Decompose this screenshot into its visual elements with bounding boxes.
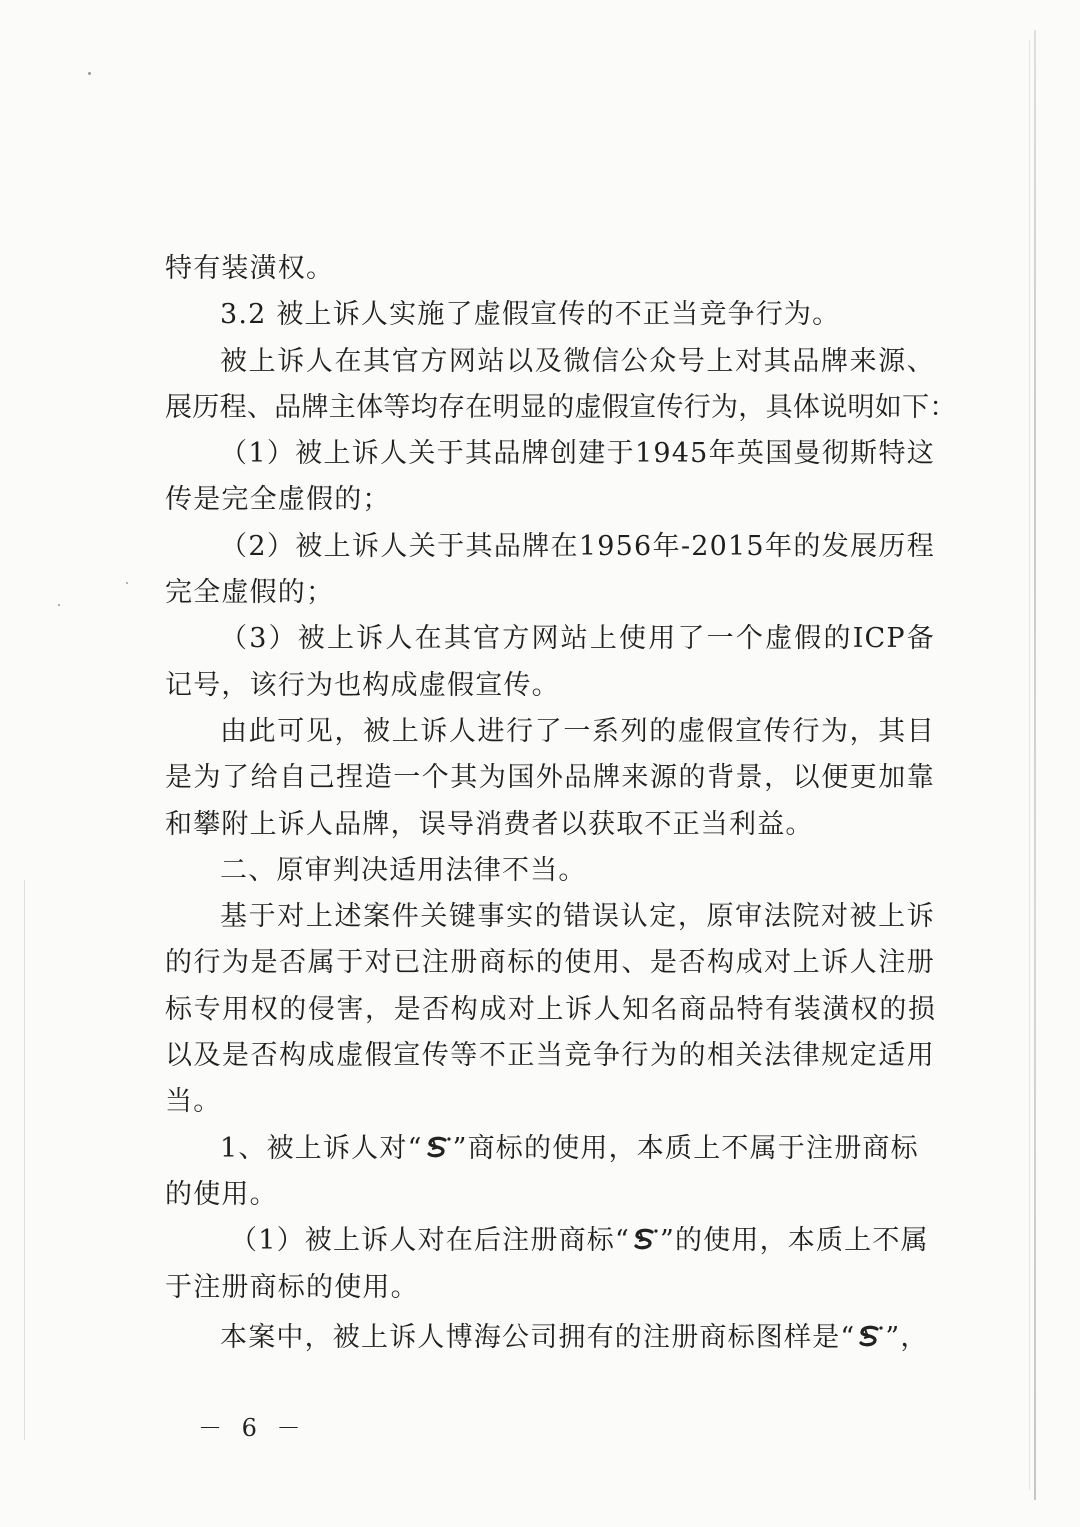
paragraph-line: 标专用权的侵害，是否构成对上诉人知名商品特有装潢权的损 <box>165 993 935 1025</box>
paragraph-line <box>165 1218 935 1264</box>
paragraph-line: 特有装潢权。 <box>165 253 335 284</box>
text-segment: 1、被上诉人对“ <box>220 1132 423 1164</box>
paragraph-line: 于注册商标的使用。 <box>165 1271 419 1303</box>
text-segment: 本案中，被上诉人博海公司拥有的注册商标图样是“ <box>220 1321 856 1353</box>
section-heading: 3.2 被上诉人实施了虚假宣传的不正当竞争行为。 <box>220 299 841 331</box>
paragraph-line: （2）被上诉人关于其品牌在1956年-2015年的发展历程 <box>220 530 935 562</box>
paragraph-line: 完全虚假的； <box>165 577 335 609</box>
document-body <box>165 246 957 1361</box>
text-segment: ”的使用，本质上不属 <box>659 1225 929 1257</box>
scan-speck <box>126 582 128 584</box>
scan-speck <box>58 604 60 606</box>
trademark-logo-icon <box>423 1135 453 1161</box>
paragraph-line: 展历程、品牌主体等均存在明显的虚假宣传行为，具体说明如下： <box>165 391 957 423</box>
paragraph-line: 当。 <box>165 1086 222 1118</box>
text-segment: ”商标的使用，本质上不属于注册商标 <box>452 1132 919 1164</box>
paragraph-line: 是为了给自己捏造一个其为国外品牌来源的背景，以便更加靠 <box>165 762 935 794</box>
trademark-logo-icon <box>855 1324 885 1350</box>
paragraph-line: （1）被上诉人关于其品牌创建于1945年英国曼彻斯特这 <box>220 438 935 470</box>
paragraph-line: （3）被上诉人在其官方网站上使用了一个虚假的ICP备 <box>220 623 935 655</box>
paragraph-line: 基于对上述案件关键事实的错误认定，原审法院对被上诉 <box>220 901 935 933</box>
paragraph-line: 由此可见，被上诉人进行了一系列的虚假宣传行为，其目 <box>220 715 935 747</box>
trademark-logo-icon <box>630 1227 660 1253</box>
paragraph-line: 传是完全虚假的； <box>165 484 391 516</box>
scan-edge <box>1034 30 1036 1500</box>
text-segment: （1）被上诉人对在后注册商标“ <box>230 1225 630 1257</box>
paragraph-line: 以及是否构成虚假宣传等不正当竞争行为的相关法律规定适用 <box>165 1040 935 1072</box>
scan-speck <box>88 72 91 75</box>
paragraph-line: 的使用。 <box>165 1178 278 1210</box>
paragraph-line <box>165 1126 935 1172</box>
paragraph-line: 被上诉人在其官方网站以及微信公众号上对其品牌来源、 <box>220 345 935 377</box>
scan-edge <box>24 880 25 1440</box>
paragraph-line: 的行为是否属于对已注册商标的使用、是否构成对上诉人注册 <box>165 947 935 979</box>
page-number: － 6 － <box>198 1414 307 1442</box>
paragraph-line <box>165 1315 935 1361</box>
section-heading: 二、原审判决适用法律不当。 <box>220 854 587 886</box>
text-segment: ”， <box>885 1321 929 1353</box>
scan-edge <box>1029 40 1030 1490</box>
paragraph-line: 和攀附上诉人品牌，误导消费者以获取不正当利益。 <box>165 808 814 840</box>
paragraph-line: 记号，该行为也构成虚假宣传。 <box>165 669 560 701</box>
